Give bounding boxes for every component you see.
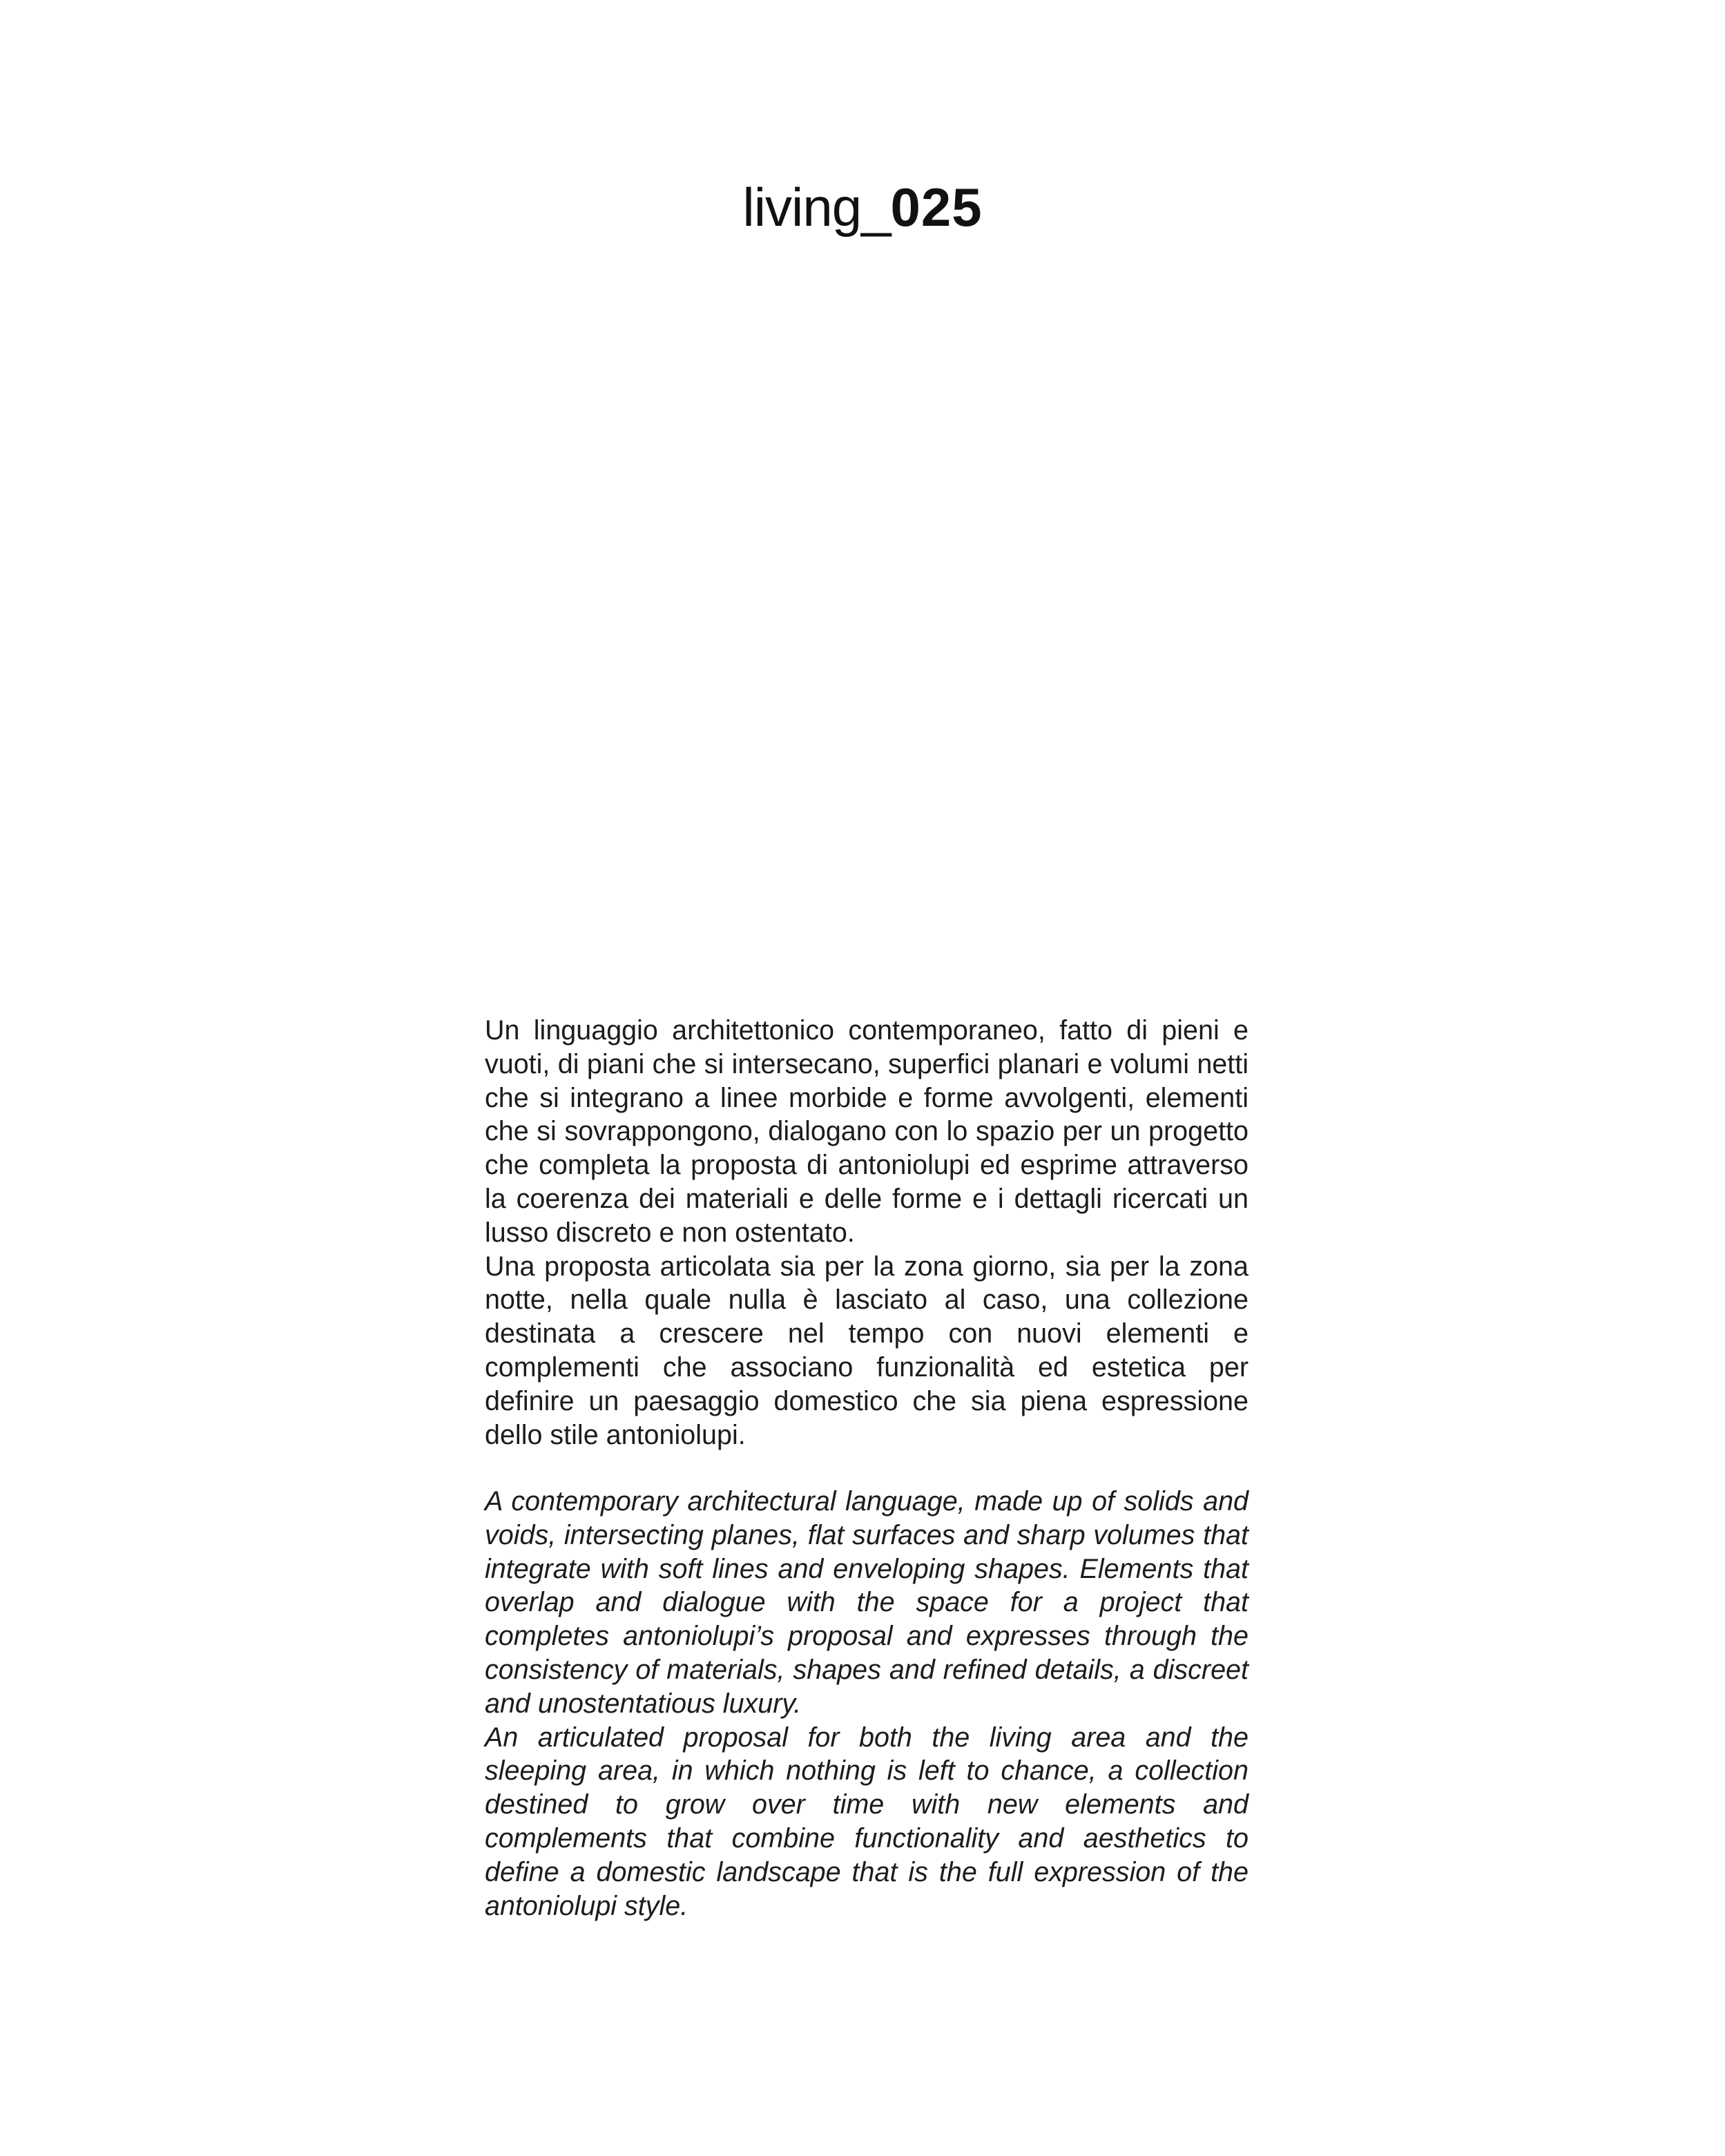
page-title: [0, 173, 1725, 242]
page-title-prefix: living_: [742, 177, 891, 238]
italian-description: [485, 1014, 1249, 1452]
italian-paragraph-1: Un linguaggio architettonico contemporaneo, fatto di pieni e vuoti, di piani che si intersecano, superfici planari e volumi netti che si integrano a linee morbide e forme avvolgenti, elementi che si sovrappongono, dialogano con lo spazio per un progetto che completa la proposta di antoniolupi ed esprime attraverso la coerenza dei materiali e delle forme e i dettagli ricercati un lusso discreto e non ostentato.: [485, 1015, 1249, 1248]
english-description: [485, 1485, 1249, 1923]
english-paragraph-2: An articulated proposal for both the living area and the sleeping area, in which nothing is left to chance, a collection destined to grow over time with new elements and complements that combine functionality and aesthetics to define a domestic landscape that is the full expression of the antoniolupi style.: [485, 1722, 1249, 1921]
english-paragraph-1: A contemporary architectural language, made up of solids and voids, intersecting planes, flat surfaces and sharp volumes that integrate with soft lines and enveloping shapes. Elements that overlap and dialogue with the space for a project that completes antoniolupi’s proposal and expresses through the consistency of materials, shapes and refined details, a discreet and unostentatious luxury.: [485, 1486, 1249, 1719]
page-title-number: 025: [890, 177, 983, 238]
italian-paragraph-2: Una proposta articolata sia per la zona giorno, sia per la zona notte, nella quale nulla è lasciato al caso, una collezione destinata a crescere nel tempo con nuovi elementi e complementi che associano funzionalità ed estetica per definire un paesaggio domestico che sia piena espressione dello stile antoniolupi.: [485, 1251, 1249, 1450]
